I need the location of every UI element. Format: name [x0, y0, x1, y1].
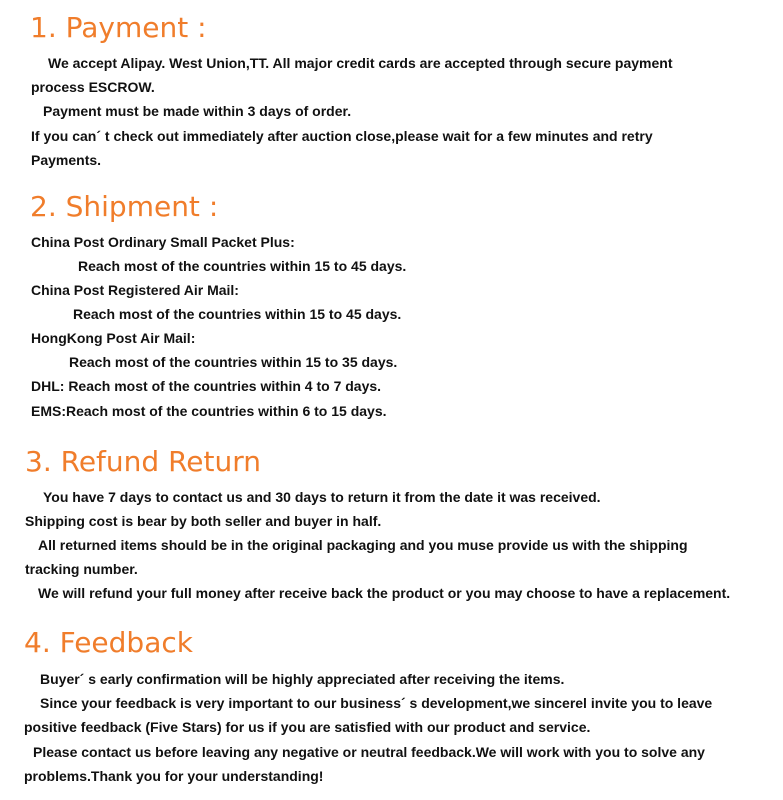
shipment-line: Reach most of the countries within 15 to 35 days. [69, 354, 398, 370]
shipment-line: HongKong Post Air Mail: [31, 330, 196, 346]
payment-line: process ESCROW. [31, 79, 155, 95]
shipment-line: Reach most of the countries within 15 to 45 days. [73, 306, 402, 322]
shipment-line: China Post Registered Air Mail: [31, 282, 239, 298]
refund-line: We will refund your full money after receive back the product or you may choose to have a replacement. [38, 585, 731, 601]
payment-line: We accept Alipay. West Union,TT. All major credit cards are accepted through secure payment [48, 55, 673, 71]
feedback-line: Buyer´ s early confirmation will be highly appreciated after receiving the items. [40, 671, 565, 687]
shipment-line: DHL: Reach most of the countries within 4 to 7 days. [31, 378, 382, 394]
shipment-line: China Post Ordinary Small Packet Plus: [31, 234, 295, 250]
shipment-line: EMS:Reach most of the countries within 6 to 15 days. [31, 403, 387, 419]
refund-line: You have 7 days to contact us and 30 days to return it from the date it was received. [43, 489, 601, 505]
feedback-line: problems.Thank you for your understanding! [24, 768, 324, 784]
refund-line: tracking number. [25, 561, 138, 577]
feedback-heading: 4. Feedback [24, 626, 193, 659]
refund-line: All returned items should be in the original packaging and you muse provide us with the shipping [38, 537, 688, 553]
payment-heading: 1. Payment : [30, 11, 207, 44]
shipment-line: Reach most of the countries within 15 to 45 days. [78, 258, 407, 274]
refund-line: Shipping cost is bear by both seller and buyer in half. [25, 513, 382, 529]
feedback-line: Since your feedback is very important to our business´ s development,we sincerel invite you to leave [40, 695, 713, 711]
payment-line: Payments. [31, 152, 102, 168]
refund-heading: 3. Refund Return [25, 445, 261, 478]
feedback-line: positive feedback (Five Stars) for us if you are satisfied with our product and service. [24, 719, 591, 735]
shipment-heading: 2. Shipment : [30, 190, 219, 223]
payment-line: If you can´ t check out immediately after auction close,please wait for a few minutes and retry [31, 128, 653, 144]
feedback-line: Please contact us before leaving any negative or neutral feedback.We will work with you to solve any [33, 744, 705, 760]
payment-line: Payment must be made within 3 days of order. [43, 103, 352, 119]
